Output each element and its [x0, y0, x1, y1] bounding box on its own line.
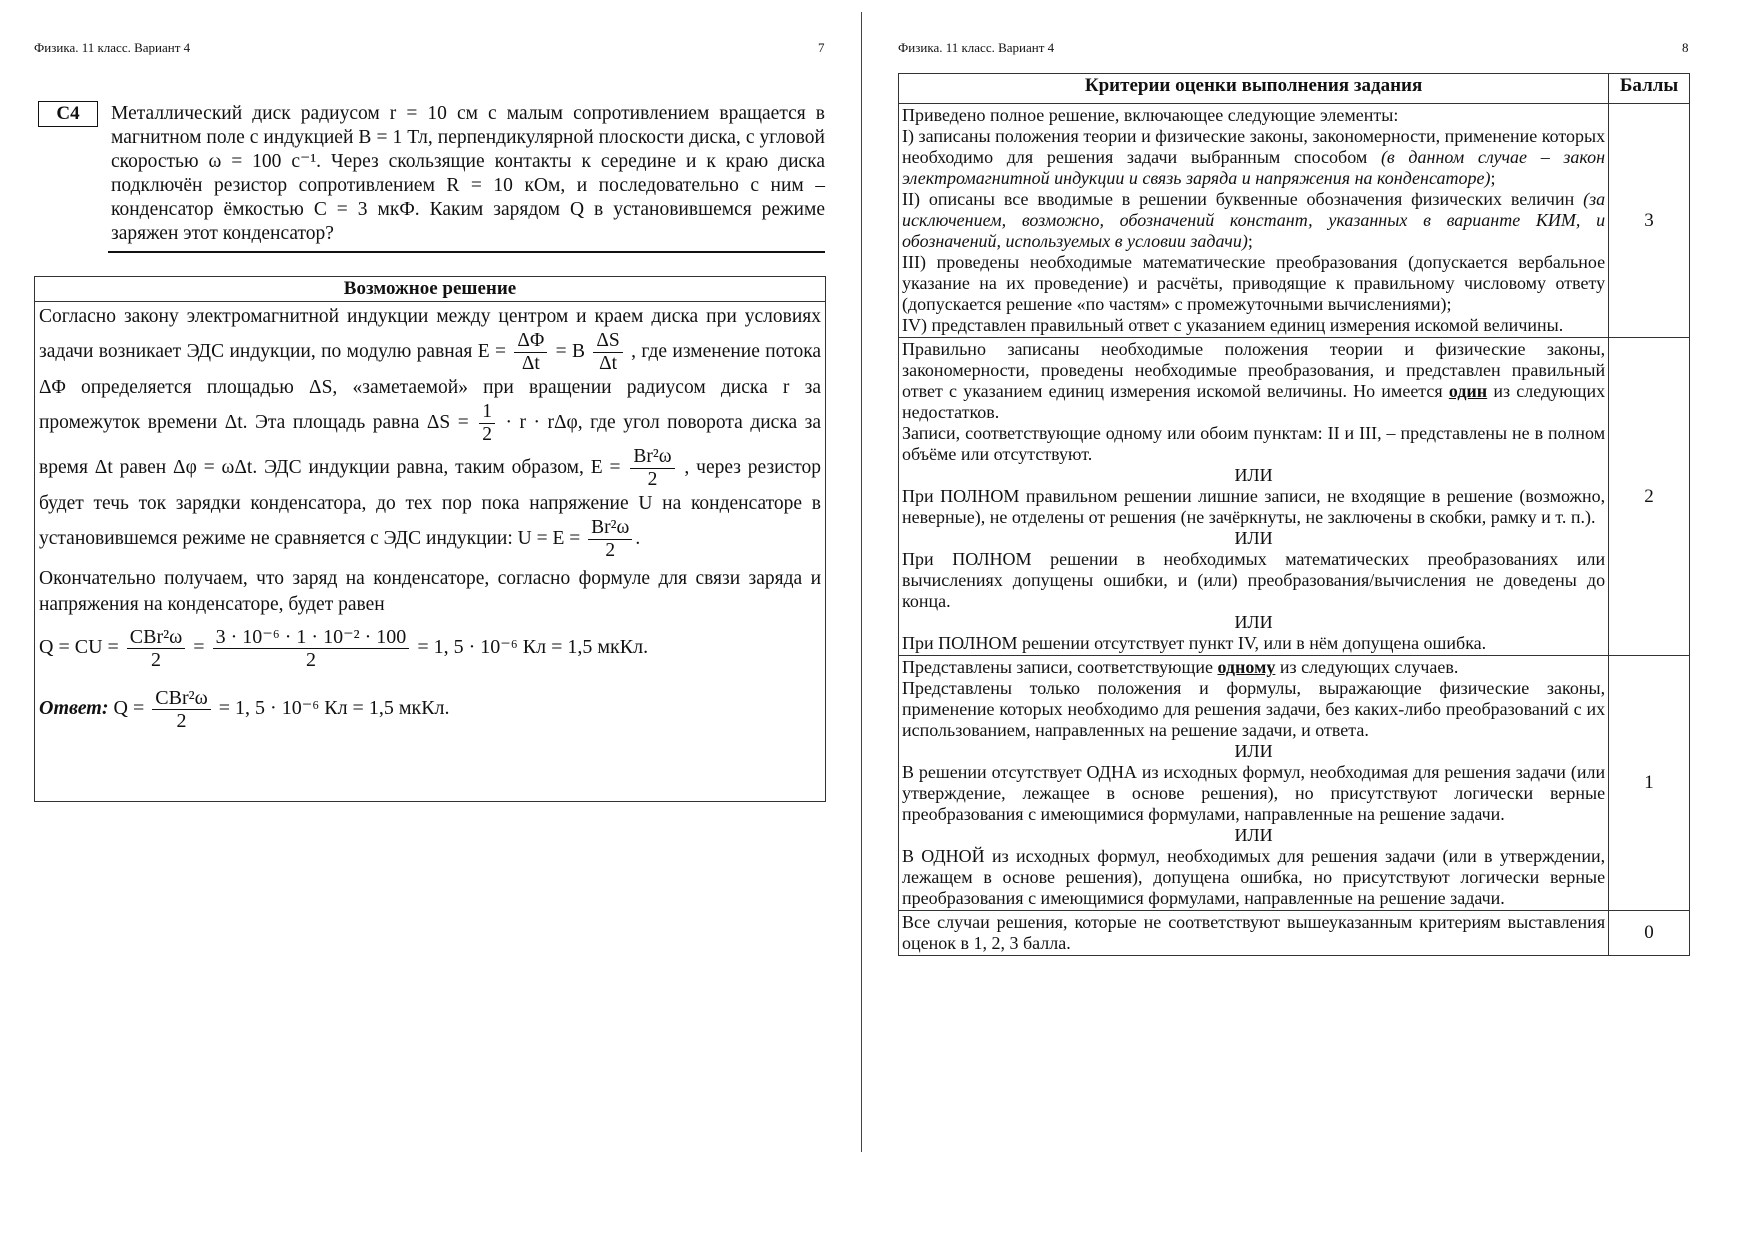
solution-text: · r · rΔφ, где угол поворота диска за время Δt равен Δφ = ωΔt. ЭДС индукции равна, таким образом, E = — [39, 411, 822, 478]
criteria-text — [902, 657, 1605, 678]
fraction-denominator: 2 — [647, 469, 658, 490]
answer-line — [39, 687, 821, 732]
criteria-item-ii — [902, 189, 1605, 252]
fraction-denominator: 2 — [605, 540, 616, 561]
criteria-column-header: Критерии оценки выполнения задания — [899, 74, 1609, 104]
formula-text: = 1, 5 · 10⁻⁶ Кл = 1,5 мкКл. — [417, 636, 649, 659]
fraction-denominator: Δt — [521, 353, 540, 374]
criteria-text: Правильно записаны необходимые положения теории и физические законы, закономерности, проведены необходимые преобразования, и представлен правильный ответ с указанием единиц измерения искомой величины. Но имеется — [902, 339, 1606, 401]
fraction-denominator: 2 — [482, 424, 493, 445]
fraction-numerator: ΔΦ — [514, 330, 547, 353]
criteria-description — [899, 911, 1609, 956]
criteria-text: II) описаны все вводимые в решении буквенные обозначения физических величин — [902, 189, 1575, 209]
page-number: 8 — [1682, 40, 1689, 55]
criteria-description — [899, 656, 1609, 911]
criteria-text: Представлены записи, соответствующие — [902, 657, 1213, 677]
solution-body — [35, 302, 825, 732]
fraction-numerator: CBr²ω — [127, 626, 186, 649]
criteria-description — [899, 104, 1609, 338]
or-separator: ИЛИ — [1234, 528, 1273, 548]
fraction-denominator: 2 — [151, 649, 162, 671]
fraction-cbr2w — [127, 626, 186, 671]
formula-text: Q = — [113, 697, 145, 720]
criteria-text: из следующих недостатков. — [902, 381, 1606, 422]
solution-box — [34, 276, 826, 802]
criteria-text: ; — [1490, 168, 1496, 188]
fraction-numerator: 1 — [479, 401, 495, 424]
fraction-voltage — [588, 517, 632, 562]
criteria-text: В ОДНОЙ из исходных формул, необходимых для решения задачи (или в утверждении, лежащем в основе решения), допущена ошибка, но присутствуют логически верные преобразования с имеющимися формулами, направленные на решение задачи. — [902, 846, 1606, 908]
fraction-half — [479, 401, 495, 446]
fraction-numerator: Br²ω — [588, 517, 632, 540]
criteria-text: В решении отсутствует ОДНА из исходных формул, необходимая для решения задачи (или утверждение, лежащее в основе решения), но присутствуют логически верные преобразования с имеющимися формулами, направленные на решение задачи. — [902, 762, 1606, 824]
solution-text: , где изменение потока ΔΦ определяется площадью ΔS, «заметаемой» при вращении радиусом диска r за промежуток времени Δt. Эта площадь равна ΔS = — [39, 340, 822, 433]
score-value: 0 — [1609, 911, 1690, 956]
answer-label: Ответ: — [39, 697, 109, 720]
task-label: С4 — [38, 101, 98, 127]
running-head: Физика. 11 класс. Вариант 4 — [898, 40, 1055, 55]
solution-text: Согласно закону электромагнитной индукции между центром и краем диска при условиях задачи возникает ЭДС индукции, по модулю равная E = — [39, 306, 821, 362]
criteria-text: Приведено полное решение, включающее следующие элементы: — [902, 105, 1399, 125]
criteria-text — [902, 339, 1605, 423]
running-head: Физика. 11 класс. Вариант 4 — [34, 40, 191, 55]
score-column-header: Баллы — [1609, 74, 1690, 104]
criteria-text: из следующих случаев. — [1279, 657, 1459, 677]
score-value: 3 — [1609, 104, 1690, 338]
fraction-ds-dt — [593, 330, 622, 375]
fraction-denominator: 2 — [176, 710, 187, 732]
fraction-numeric — [213, 626, 410, 671]
fraction-numerator: Br²ω — [630, 446, 674, 469]
fraction-numerator: CBr²ω — [152, 687, 211, 710]
solution-text: , через резистор будет течь ток зарядки конденсатора, до тех пор пока напряжение U на конденсаторе в установившемся режиме не сравняется с ЭДС индукции: U = E = — [39, 456, 822, 549]
criteria-row-0 — [899, 911, 1690, 956]
criteria-text: Все случаи решения, которые не соответствуют вышеуказанным критериям выставления оценок в 1, 2, 3 балла. — [902, 912, 1606, 953]
fraction-denominator: Δt — [599, 353, 618, 374]
fraction-emf — [630, 446, 674, 491]
page-divider — [861, 12, 862, 1152]
page-number: 7 — [818, 40, 825, 55]
solution-text: = B — [555, 340, 585, 362]
criteria-item-i — [902, 126, 1605, 189]
criteria-emphasis: один — [1448, 381, 1488, 401]
formula-text: = 1, 5 · 10⁻⁶ Кл = 1,5 мкКл. — [218, 697, 450, 720]
fraction-numerator: 3 · 10⁻⁶ · 1 · 10⁻² · 100 — [213, 626, 410, 649]
score-value: 1 — [1609, 656, 1690, 911]
fraction-numerator: ΔS — [593, 330, 622, 353]
criteria-table — [898, 73, 1690, 956]
criteria-row-3 — [899, 104, 1690, 338]
formula-text: Q = CU = — [39, 636, 119, 659]
solution-paragraph-1: Согласно закону электромагнитной индукции между центром и краем диска при условиях задачи возникает ЭДС индукции, по модулю равная E = $\frac{\Delta\Phi}{\Delta t}$ = B $\frac{\Delta S}{\Delta t}$ , где изменение потока ΔΦ определяется площадью ΔS, «заметаемой» при вращении радиусом диска r за промежуток времени Δt. Эта площадь равна ΔS = $\frac{1}{2}$ · r · rΔφ, где угол поворота диска за время Δt равен Δφ = ωΔt. ЭДС индукции равна, таким образом, E = $\frac{\text{Br²ω}}{2}$ , через резистор будет течь ток зарядки конденсатора, до тех пор пока напряжение U на конденсаторе в установившемся режиме не сравняется с ЭДС индукции: U = E = $\frac{\text{Br²ω}}{2}$ . — [39, 306, 822, 561]
task-divider — [108, 251, 825, 253]
or-separator: ИЛИ — [1234, 612, 1273, 632]
criteria-example: (в данном случае – закон электромагнитной индукции и связь заряда и напряжения на конденсаторе) — [902, 147, 1606, 188]
criteria-text: ; — [1247, 231, 1253, 251]
charge-formula — [39, 626, 821, 671]
or-separator: ИЛИ — [1234, 465, 1273, 485]
or-separator: ИЛИ — [1234, 825, 1273, 845]
criteria-text: При ПОЛНОМ правильном решении лишние записи, не входящие в решение (возможно, неверные), не отделены от решения (не зачёркнуты, не заключены в скобки, рамку и т. п.). — [902, 486, 1606, 527]
fraction-answer — [152, 687, 211, 732]
criteria-item-iii: III) проведены необходимые математические преобразования (допускается вербальное указание на их проведение) и расчёты, приводящие к правильному числовому ответу (допускается решение «по частям» с промежуточными вычислениями); — [902, 252, 1606, 314]
criteria-text: Представлены только положения и формулы, выражающие физические законы, применение которых необходимо для решения задачи, без каких-либо преобразований с их использованием, направленных на решение задачи, и ответа. — [902, 678, 1606, 740]
criteria-emphasis: одному — [1217, 657, 1276, 677]
criteria-text: При ПОЛНОМ решении в необходимых математических преобразованиях или вычислениях допущены ошибки, и (или) преобразования/вычисления не доведены до конца. — [902, 549, 1606, 611]
criteria-text: При ПОЛНОМ решении отсутствует пункт IV, или в нём допущена ошибка. — [902, 633, 1487, 653]
or-separator: ИЛИ — [1234, 741, 1273, 761]
criteria-description — [899, 338, 1609, 656]
criteria-text: I) записаны положения теории и физические законы, закономерности, применение которых необходимо для решения задачи выбранным способом — [902, 126, 1606, 167]
task-statement: Металлический диск радиусом r = 10 см с малым сопротивлением вращается в магнитном поле с индукцией B = 1 Тл, перпендикулярной плоскости диска, с угловой скоростью ω = 100 с⁻¹. Через скользящие контакты к середине и к краю диска подключён резистор сопротивлением R = 10 кОм, и последовательно с ним – конденсатор ёмкостью C = 3 мкФ. Каким зарядом Q в установившемся режиме заряжен этот конденсатор? — [111, 103, 825, 244]
table-header-row — [899, 74, 1690, 104]
criteria-text: Записи, соответствующие одному или обоим пунктам: II и III, – представлены не в полном объёме или отсутствуют. — [902, 423, 1606, 464]
criteria-row-2 — [899, 338, 1690, 656]
formula-text: = — [193, 636, 205, 659]
criteria-item-iv: IV) представлен правильный ответ с указанием единиц измерения искомой величины. — [902, 315, 1564, 335]
solution-title: Возможное решение — [35, 277, 825, 302]
fraction-denominator: 2 — [305, 649, 316, 671]
left-page — [0, 0, 860, 1239]
score-value: 2 — [1609, 338, 1690, 656]
criteria-row-1 — [899, 656, 1690, 911]
criteria-example: (за исключением, возможно, обозначений констант, указанных в варианте КИМ, и обозначений, используемых в условии задачи) — [902, 189, 1606, 251]
fraction-dphi-dt — [514, 330, 547, 375]
solution-paragraph-2: Окончательно получаем, что заряд на конденсаторе, согласно формуле для связи заряда и напряжения на конденсаторе, будет равен — [39, 568, 821, 615]
